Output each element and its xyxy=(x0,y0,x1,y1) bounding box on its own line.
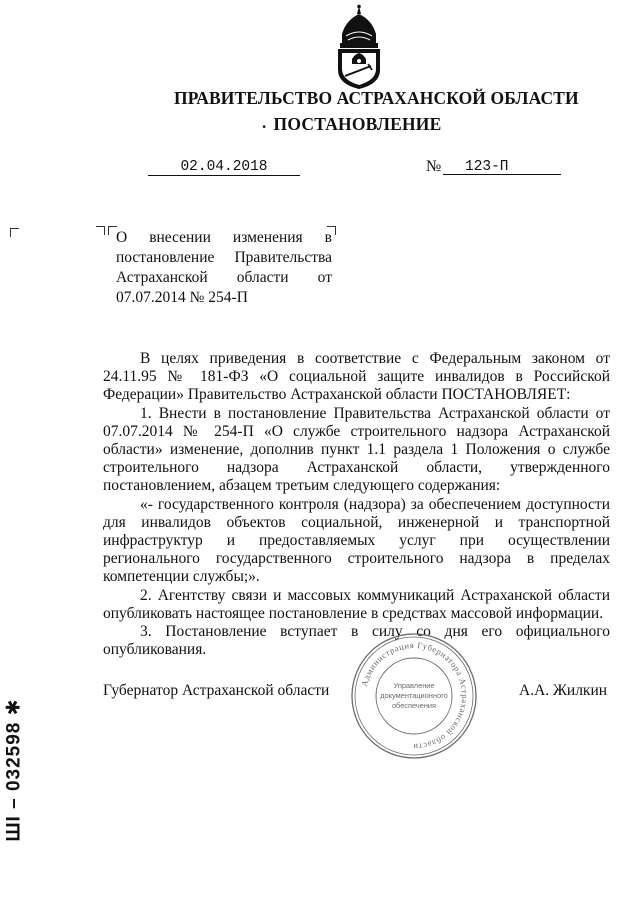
document-date: 02.04.2018 xyxy=(148,159,300,176)
stamp-center-line-2: документационного xyxy=(380,691,448,700)
document-number: 123-П xyxy=(443,159,561,175)
number-sign: № xyxy=(426,158,442,175)
stamp-center-line-3: обеспечения xyxy=(391,701,437,710)
government-heading: ПРАВИТЕЛЬСТВО АСТРАХАНСКОЙ ОБЛАСТИ xyxy=(174,88,579,108)
coat-of-arms-emblem xyxy=(328,4,390,90)
stamp-center-line-1: Управление xyxy=(393,681,435,690)
document-type-heading: ПОСТАНОВЛЕНИЕ xyxy=(273,114,442,134)
official-stamp xyxy=(350,632,478,760)
form-serial-number xyxy=(1,690,27,850)
corner-mark xyxy=(10,228,19,237)
item-1-paragraph: 1. Внести в постановление Правительства Астраханской области от 07.07.2014 № 254-П «О службе строительного надзора Астраханской области» изменение, дополнив пункт 1.1 раздела 1 Положения о службе строительного надзора Астраханской области, утвержденного постановлением, абзацем третьим следующего содержания: xyxy=(103,404,610,495)
item-1-quote-paragraph: «- государственного контроля (надзора) за обеспечением доступности для инвалидов объектов социальной, инженерной и транспортной инфраструктур и предоставляемых услуг при осуществлении регионального государственного строительного надзора в пределах компетенции службы;». xyxy=(103,495,610,586)
stamp-ring-text: Администрация Губернатора Астраханской области xyxy=(358,639,471,753)
corner-mark xyxy=(96,226,105,235)
item-2-paragraph: 2. Агентству связи и массовых коммуникаций Астраханской области опубликовать настоящее постановление в средствах массовой информации. xyxy=(103,586,610,622)
preamble-paragraph: В целях приведения в соответствие с Федеральным законом от 24.11.95 № 181-ФЗ «О социальной защите инвалидов в Российской Федерации» Правительство Астраханской области ПОСТАНОВЛЯЕТ: xyxy=(103,350,610,404)
document-body xyxy=(103,350,610,659)
heading-mark: . xyxy=(262,113,267,132)
item-3-paragraph: 3. Постановление вступает в силу со дня его официального опубликования. xyxy=(103,623,610,659)
form-serial-text: ШI – 032598 ✱ xyxy=(3,698,25,842)
document-subject: О внесении изменения в постановление Правительства Астраханской области от 07.07.2014 № 254-П xyxy=(116,229,332,306)
signer-name: А.А. Жилкин xyxy=(519,682,608,699)
signer-title: Губернатор Астраханской области xyxy=(103,682,330,699)
